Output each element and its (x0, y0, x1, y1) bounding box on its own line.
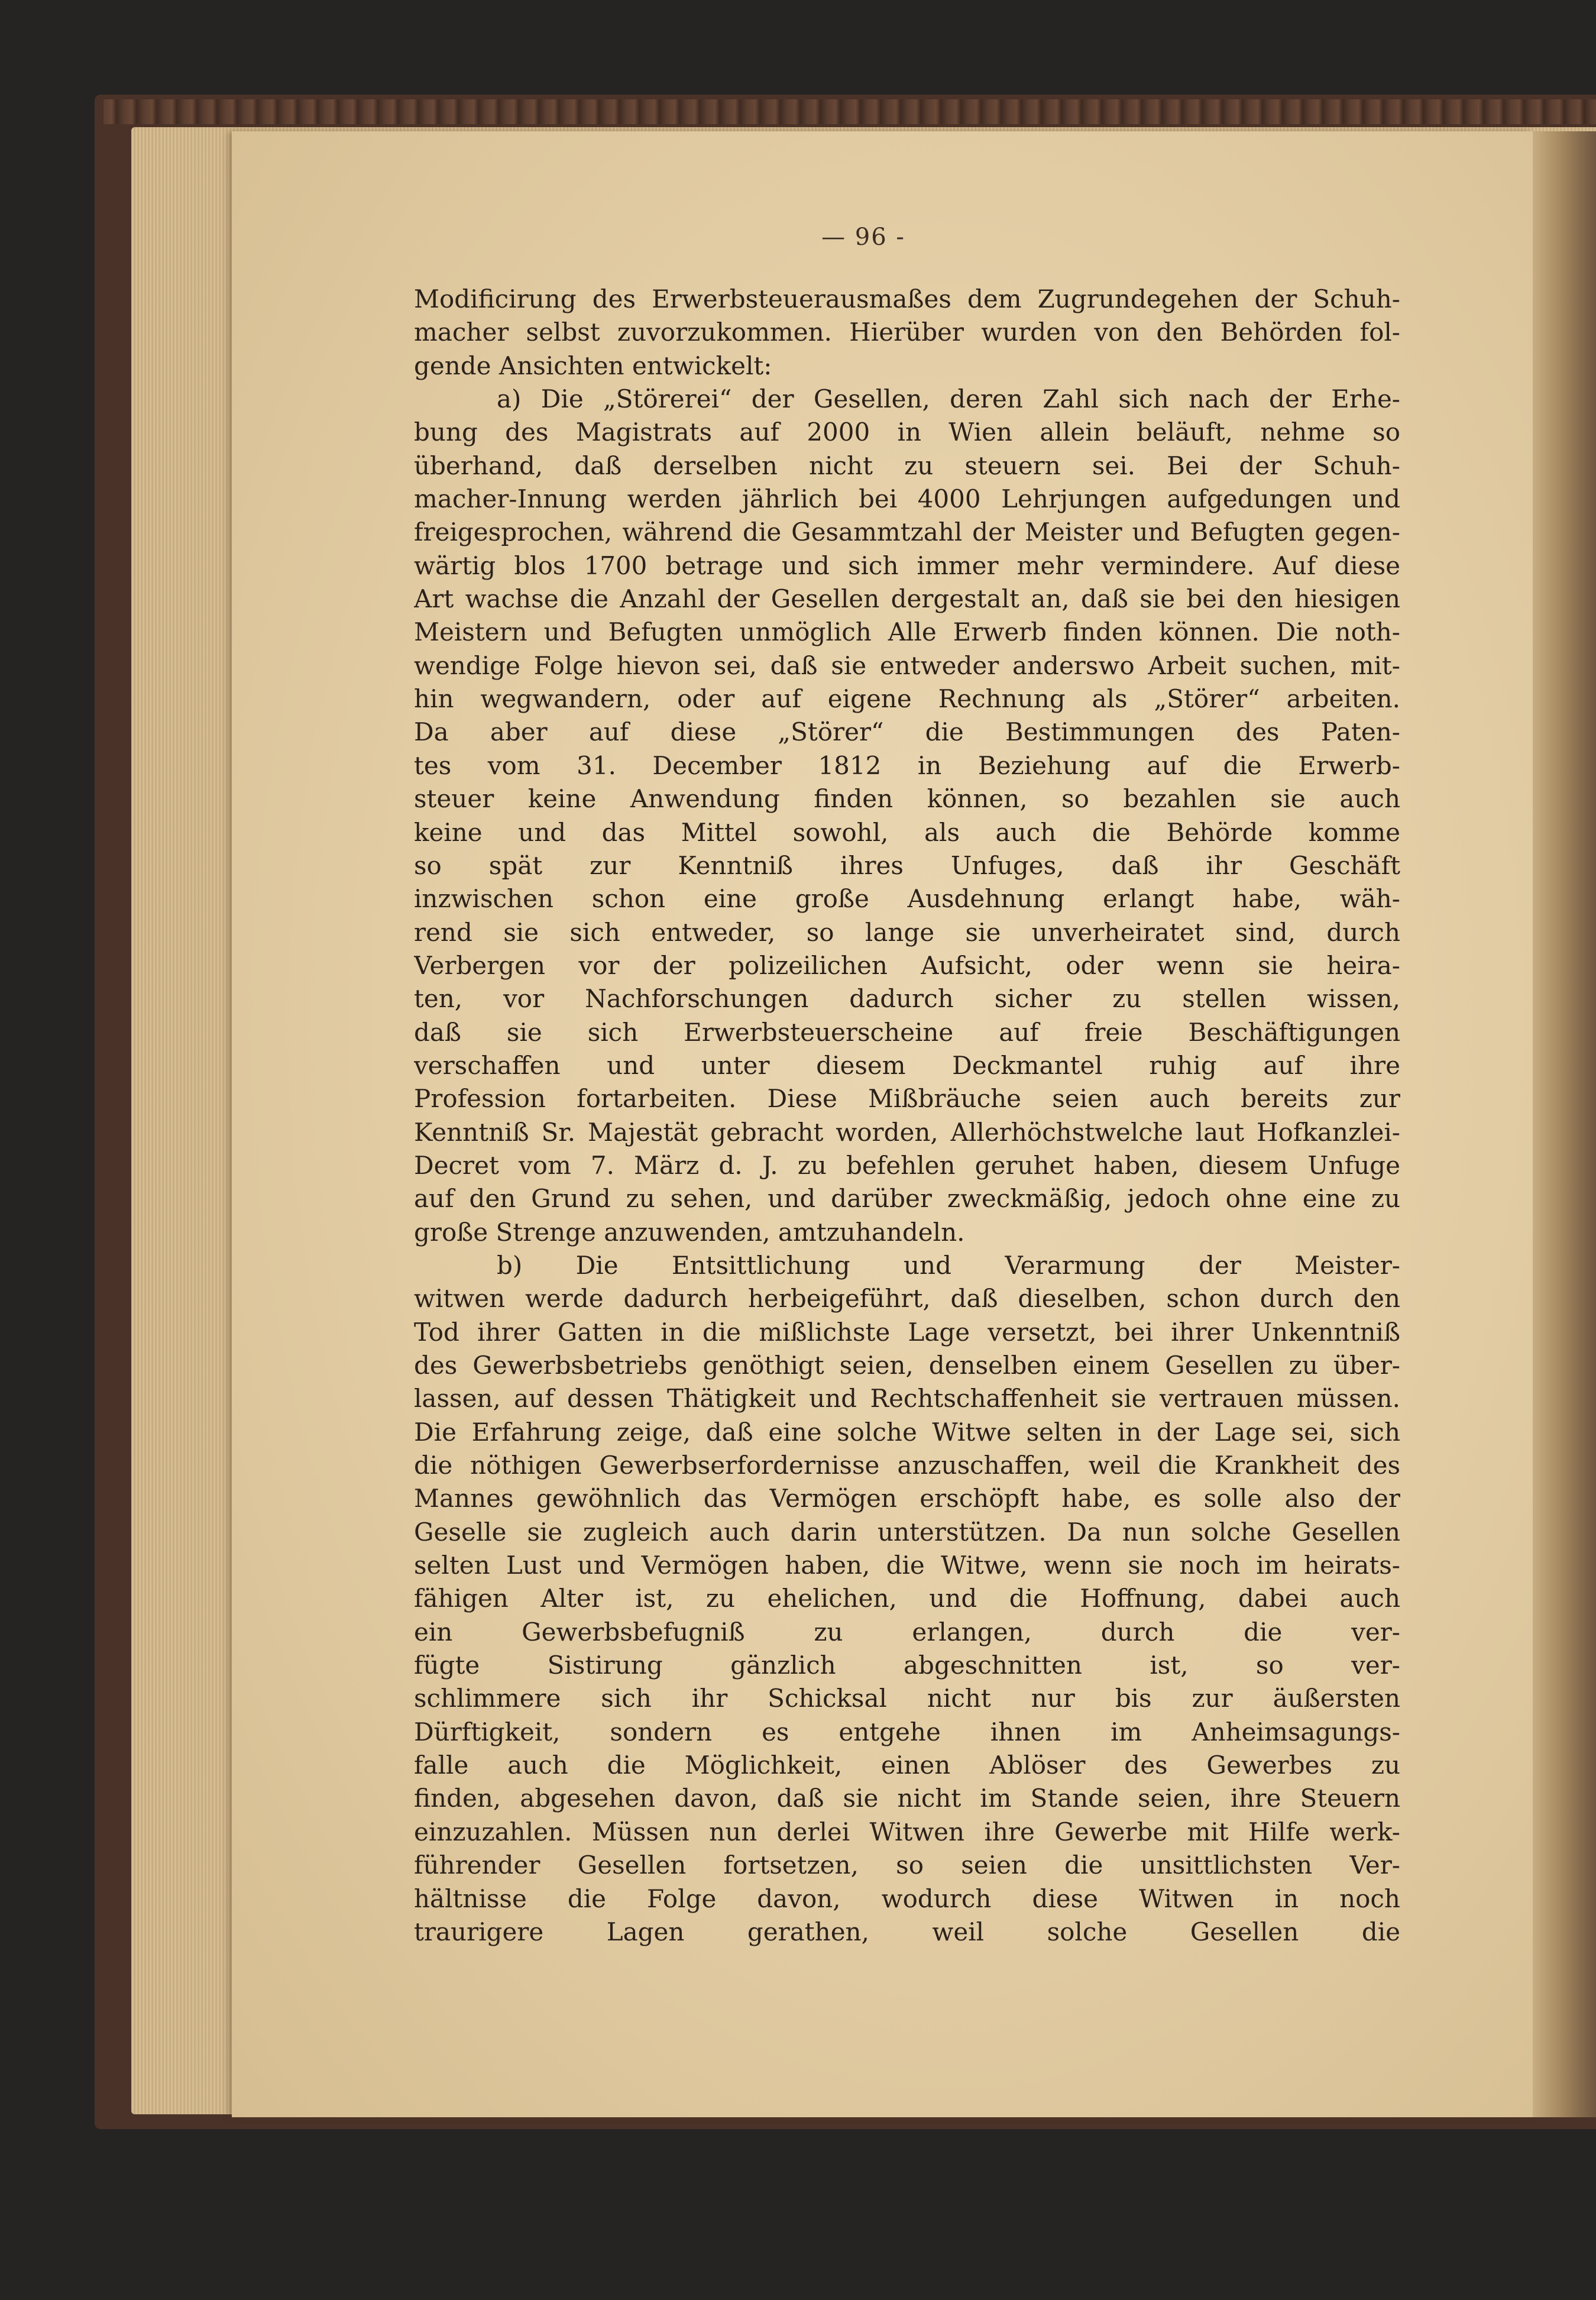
text-line: rend sie sich entweder, so lange sie unverheiratet sind, durch (414, 917, 1400, 947)
text-line: Decret vom 7. März d. J. zu befehlen geruhet haben, diesem Unfuge (414, 1150, 1400, 1180)
text-line: falle auch die Möglichkeit, einen Ablöser des Gewerbes zu (414, 1751, 1400, 1780)
text-line: wärtig blos 1700 betrage und sich immer mehr vermindere. Auf diese (414, 551, 1400, 580)
text-line: einzuzahlen. Müssen nun derlei Witwen ihre Gewerbe mit Hilfe werk- (414, 1817, 1400, 1846)
text-line: Geselle sie zugleich auch darin unterstützen. Da nun solche Gesellen (414, 1517, 1400, 1547)
text-line: a) Die „Störerei“ der Gesellen, deren Zahl sich nach der Erhe- (497, 384, 1400, 414)
text-line: lassen, auf dessen Thätigkeit und Rechtschaffenheit sie vertrauen müssen. (414, 1384, 1400, 1413)
text-line: Profession fortarbeiten. Diese Mißbräuche seien auch bereits zur (414, 1084, 1400, 1114)
text-line: Mannes gewöhnlich das Vermögen erschöpft habe, es solle also der (414, 1484, 1400, 1513)
text-line: fügte Sistirung gänzlich abgeschnitten ist, so ver- (414, 1651, 1400, 1680)
text-line: überhand, daß derselben nicht zu steuern sei. Bei der Schuh- (414, 451, 1400, 480)
text-line: Dürftigkeit, sondern es entgehe ihnen im Anheimsagungs- (414, 1717, 1400, 1746)
text-line: b) Die Entsittlichung und Verarmung der Meister- (497, 1250, 1400, 1280)
text-line: Verbergen vor der polizeilichen Aufsicht, oder wenn sie heira- (414, 950, 1400, 980)
text-line: finden, abgesehen davon, daß sie nicht im Stande seien, ihre Steuern (414, 1784, 1400, 1813)
text-line: große Strenge anzuwenden, amtzuhandeln. (414, 1217, 965, 1247)
text-line: verschaffen und unter diesem Deckmantel ruhig auf ihre (414, 1050, 1400, 1080)
text-line: Tod ihrer Gatten in die mißlichste Lage versetzt, bei ihrer Unkenntniß (414, 1317, 1400, 1347)
text-line: witwen werde dadurch herbeigeführt, daß dieselben, schon durch den (414, 1284, 1400, 1314)
text-line: inzwischen schon eine große Ausdehnung erlangt habe, wäh- (414, 884, 1400, 914)
text-line: Modificirung des Erwerbsteuerausmaßes dem Zugrundegehen der Schuh- (414, 284, 1400, 313)
text-line: hin wegwandern, oder auf eigene Rechnung als „Störer“ arbeiten. (414, 684, 1400, 714)
body-text (414, 283, 1400, 1949)
cover-top-edge (103, 99, 1596, 124)
page-number: — 96 - (821, 224, 905, 251)
text-line: keine und das Mittel sowohl, als auch die Behörde komme (414, 817, 1400, 847)
text-line: Die Erfahrung zeige, daß eine solche Witwe selten in der Lage sei, sich (414, 1417, 1400, 1447)
text-line: macher selbst zuvorzukommen. Hierüber wurden von den Behörden fol- (414, 318, 1400, 347)
text-line: führender Gesellen fortsetzen, so seien die unsittlichsten Ver- (414, 1851, 1400, 1880)
text-line: hältnisse die Folge davon, wodurch diese Witwen in noch (414, 1884, 1400, 1913)
text-line: bung des Magistrats auf 2000 in Wien allein beläuft, nehme so (414, 418, 1400, 447)
text-line: daß sie sich Erwerbsteuerscheine auf freie Beschäftigungen (414, 1017, 1400, 1047)
page-gutter (1533, 131, 1596, 2117)
text-line: tes vom 31. December 1812 in Beziehung auf die Erwerb- (414, 751, 1400, 780)
text-line: so spät zur Kenntniß ihres Unfuges, daß ihr Geschäft (414, 850, 1400, 880)
text-line: des Gewerbsbetriebs genöthigt seien, denselben einem Gesellen zu über- (414, 1351, 1400, 1380)
text-line: fähigen Alter ist, zu ehelichen, und die Hoffnung, dabei auch (414, 1584, 1400, 1613)
text-line: traurigere Lagen gerathen, weil solche Gesellen die (414, 1917, 1400, 1946)
text-line: Kenntniß Sr. Majestät gebracht worden, Allerhöchstwelche laut Hofkanzlei- (414, 1117, 1400, 1147)
text-line: wendige Folge hievon sei, daß sie entweder anderswo Arbeit suchen, mit- (414, 651, 1400, 680)
text-line: steuer keine Anwendung finden können, so bezahlen sie auch (414, 784, 1400, 814)
text-line: auf den Grund zu sehen, und darüber zweckmäßig, jedoch ohne eine zu (414, 1184, 1400, 1214)
text-line: Art wachse die Anzahl der Gesellen dergestalt an, daß sie bei den hiesigen (414, 584, 1400, 614)
text-line: ein Gewerbsbefugniß zu erlangen, durch die ver- (414, 1617, 1400, 1646)
text-line: selten Lust und Vermögen haben, die Witwe, wenn sie noch im heirats- (414, 1551, 1400, 1580)
text-line: die nöthigen Gewerbserfordernisse anzuschaffen, weil die Krankheit des (414, 1451, 1400, 1480)
text-line: schlimmere sich ihr Schicksal nicht nur bis zur äußersten (414, 1684, 1400, 1713)
text-line: ten, vor Nachforschungen dadurch sicher zu stellen wissen, (414, 984, 1400, 1014)
text-line: macher-Innung werden jährlich bei 4000 Lehrjungen aufgedungen und (414, 484, 1400, 514)
text-line: gende Ansichten entwickelt: (414, 351, 772, 380)
text-line: freigesprochen, während die Gesammtzahl der Meister und Befugten gegen- (414, 517, 1400, 547)
text-line: Da aber auf diese „Störer“ die Bestimmungen des Paten- (414, 717, 1400, 747)
text-line: Meistern und Befugten unmöglich Alle Erwerb finden können. Die noth- (414, 617, 1400, 647)
